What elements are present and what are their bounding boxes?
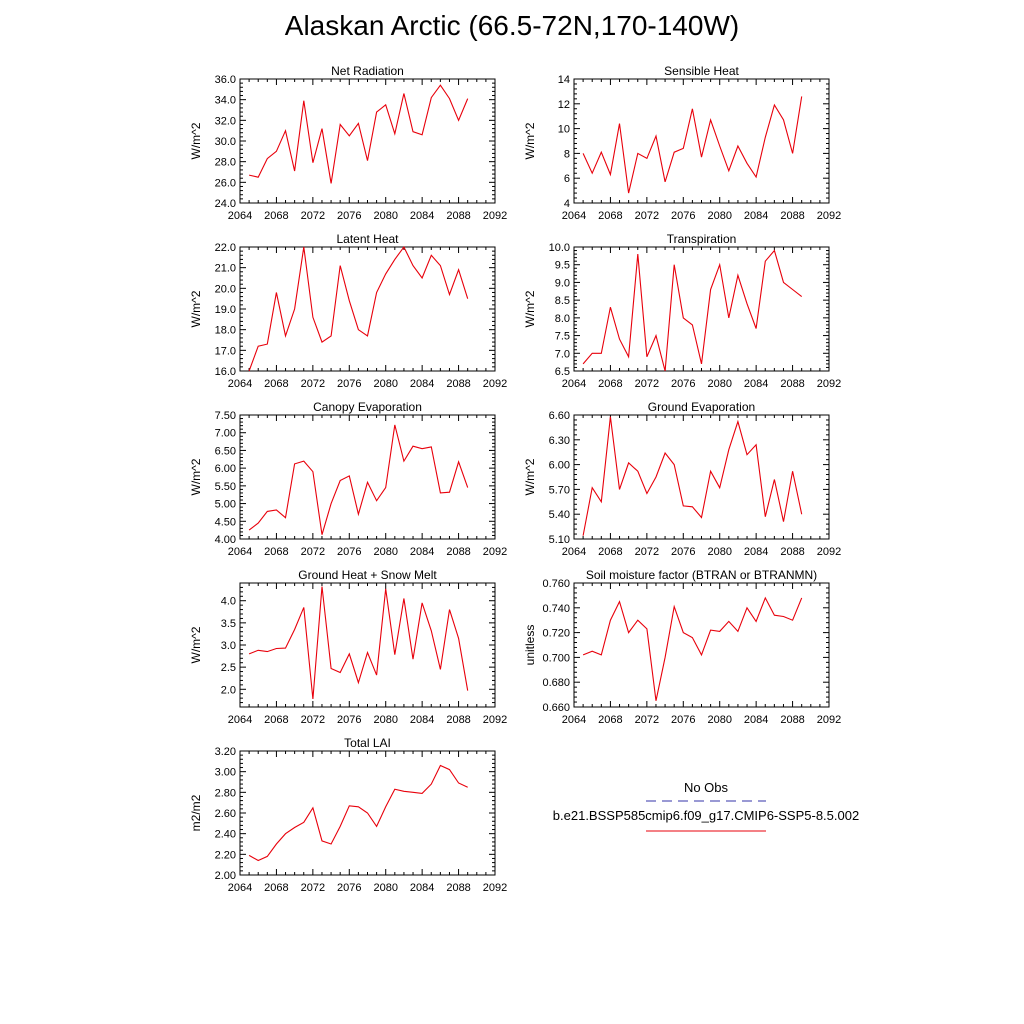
x-tick-label: 2076 bbox=[337, 210, 362, 222]
y-tick-label: 7.5 bbox=[554, 330, 570, 343]
chart-panel-9 bbox=[189, 736, 507, 894]
series-line bbox=[583, 417, 802, 536]
y-tick-label: 16.0 bbox=[214, 366, 236, 378]
x-tick-label: 2068 bbox=[598, 714, 623, 726]
y-tick-label: 3.5 bbox=[220, 617, 236, 630]
y-axis-label: unitless bbox=[523, 624, 537, 666]
x-tick-label: 2064 bbox=[227, 714, 253, 726]
x-tick-label: 2076 bbox=[671, 378, 696, 390]
y-tick-label: 0.680 bbox=[542, 677, 570, 690]
plot-frame bbox=[574, 247, 829, 371]
y-tick-label: 28.0 bbox=[214, 156, 236, 169]
y-tick-label: 0.720 bbox=[542, 627, 570, 640]
x-tick-label: 2068 bbox=[598, 378, 623, 390]
y-tick-label: 10 bbox=[557, 123, 570, 136]
x-tick-label: 2088 bbox=[446, 546, 471, 558]
y-tick-label: 5.50 bbox=[214, 480, 236, 493]
x-tick-label: 2072 bbox=[634, 714, 660, 726]
x-tick-label: 2084 bbox=[409, 210, 435, 222]
y-axis-label: W/m^2 bbox=[189, 122, 203, 160]
x-tick-label: 2084 bbox=[409, 714, 435, 726]
y-axis-label: W/m^2 bbox=[523, 458, 537, 496]
y-tick-label: 0.740 bbox=[542, 602, 570, 615]
chart-panel-2 bbox=[523, 64, 841, 222]
y-tick-label: 4.0 bbox=[220, 595, 236, 608]
y-axis-label: W/m^2 bbox=[189, 626, 203, 664]
x-tick-label: 2080 bbox=[707, 714, 732, 726]
y-tick-label: 2.0 bbox=[220, 684, 236, 697]
legend-label-model: b.e21.BSSP585cmip6.f09_g17.CMIP6-SSP5-8.5.002 bbox=[552, 808, 860, 823]
chart-panel-6 bbox=[523, 400, 841, 558]
x-tick-label: 2072 bbox=[634, 210, 660, 222]
x-tick-label: 2072 bbox=[300, 882, 326, 894]
y-tick-label: 2.5 bbox=[220, 662, 236, 675]
x-tick-label: 2092 bbox=[816, 714, 842, 726]
series-line bbox=[249, 766, 468, 861]
y-tick-label: 20.0 bbox=[214, 283, 236, 296]
x-tick-label: 2084 bbox=[409, 378, 435, 390]
y-tick-label: 9.5 bbox=[554, 259, 570, 272]
chart-panel-7 bbox=[189, 568, 507, 726]
y-tick-label: 6.50 bbox=[214, 445, 236, 458]
chart-panel-4 bbox=[523, 232, 841, 390]
x-tick-label: 2092 bbox=[816, 378, 842, 390]
panel-title: Net Radiation bbox=[331, 64, 404, 78]
x-tick-label: 2064 bbox=[561, 210, 587, 222]
x-tick-label: 2068 bbox=[264, 210, 289, 222]
y-tick-label: 5.00 bbox=[214, 498, 236, 511]
x-tick-label: 2068 bbox=[264, 882, 289, 894]
y-tick-label: 2.80 bbox=[214, 787, 236, 800]
y-tick-label: 6.5 bbox=[554, 366, 570, 378]
x-tick-label: 2084 bbox=[743, 210, 769, 222]
x-tick-label: 2072 bbox=[300, 378, 326, 390]
plot-frame bbox=[240, 79, 495, 203]
series-line bbox=[249, 425, 468, 535]
y-tick-label: 36.0 bbox=[214, 74, 236, 86]
y-tick-label: 6.60 bbox=[548, 410, 570, 422]
plot-frame bbox=[240, 415, 495, 539]
x-tick-label: 2084 bbox=[743, 546, 769, 558]
x-tick-label: 2064 bbox=[227, 546, 253, 558]
x-tick-label: 2076 bbox=[671, 210, 696, 222]
x-tick-label: 2088 bbox=[446, 210, 471, 222]
x-tick-label: 2088 bbox=[780, 714, 805, 726]
y-tick-label: 22.0 bbox=[214, 242, 236, 254]
y-tick-label: 7.50 bbox=[214, 410, 236, 422]
x-tick-label: 2088 bbox=[446, 882, 471, 894]
y-tick-label: 9.0 bbox=[554, 277, 570, 290]
x-tick-label: 2080 bbox=[373, 210, 398, 222]
y-tick-label: 12 bbox=[557, 98, 570, 111]
x-tick-label: 2068 bbox=[598, 210, 623, 222]
y-tick-label: 3.00 bbox=[214, 766, 236, 779]
series-line bbox=[249, 85, 468, 183]
y-tick-label: 19.0 bbox=[214, 304, 236, 316]
series-line bbox=[249, 587, 468, 700]
y-tick-label: 18.0 bbox=[214, 324, 236, 337]
y-tick-label: 26.0 bbox=[214, 177, 236, 190]
y-tick-label: 3.20 bbox=[214, 746, 236, 758]
x-tick-label: 2080 bbox=[373, 546, 398, 558]
panel-title: Ground Evaporation bbox=[647, 400, 756, 414]
y-tick-label: 2.40 bbox=[214, 828, 236, 841]
y-tick-label: 4.00 bbox=[214, 534, 236, 546]
x-tick-label: 2088 bbox=[446, 714, 471, 726]
x-tick-label: 2076 bbox=[337, 378, 362, 390]
x-tick-label: 2072 bbox=[634, 546, 660, 558]
y-axis-label: W/m^2 bbox=[523, 290, 537, 328]
x-tick-label: 2080 bbox=[373, 714, 398, 726]
x-tick-label: 2072 bbox=[634, 378, 660, 390]
y-tick-label: 2.60 bbox=[214, 808, 236, 820]
y-tick-label: 7.00 bbox=[214, 427, 236, 440]
x-tick-label: 2092 bbox=[816, 546, 842, 558]
y-tick-label: 5.10 bbox=[548, 534, 570, 546]
legend-label-obs: No Obs bbox=[683, 780, 729, 795]
x-tick-label: 2092 bbox=[482, 882, 508, 894]
y-tick-label: 2.00 bbox=[214, 870, 236, 882]
panel-title: Sensible Heat bbox=[664, 64, 739, 78]
x-tick-label: 2084 bbox=[409, 882, 435, 894]
y-tick-label: 6.00 bbox=[548, 459, 570, 472]
y-tick-label: 14 bbox=[557, 74, 570, 86]
plot-frame bbox=[240, 583, 495, 707]
y-tick-label: 6.30 bbox=[548, 434, 570, 447]
y-tick-label: 21.0 bbox=[214, 262, 236, 275]
chart-panel-3 bbox=[189, 232, 507, 390]
x-tick-label: 2072 bbox=[300, 714, 326, 726]
x-tick-label: 2088 bbox=[780, 210, 805, 222]
x-tick-label: 2092 bbox=[482, 378, 508, 390]
x-tick-label: 2088 bbox=[446, 378, 471, 390]
y-tick-label: 8 bbox=[563, 148, 570, 161]
panel-title: Ground Heat + Snow Melt bbox=[298, 568, 437, 582]
x-tick-label: 2076 bbox=[671, 714, 696, 726]
y-tick-label: 7.0 bbox=[554, 348, 570, 361]
y-tick-label: 6.00 bbox=[214, 463, 236, 476]
y-tick-label: 30.0 bbox=[214, 136, 236, 148]
x-tick-label: 2076 bbox=[671, 546, 696, 558]
y-axis-label: W/m^2 bbox=[523, 122, 537, 160]
series-line bbox=[583, 251, 802, 372]
series-line bbox=[249, 247, 468, 371]
panel-title: Latent Heat bbox=[336, 232, 399, 246]
x-tick-label: 2084 bbox=[743, 714, 769, 726]
x-tick-label: 2076 bbox=[337, 714, 362, 726]
series-line bbox=[583, 96, 802, 193]
x-tick-label: 2080 bbox=[373, 378, 398, 390]
panel-title: Total LAI bbox=[344, 736, 391, 750]
x-tick-label: 2088 bbox=[780, 546, 805, 558]
y-axis-label: W/m^2 bbox=[189, 458, 203, 496]
x-tick-label: 2068 bbox=[264, 378, 289, 390]
plot-frame bbox=[240, 247, 495, 371]
x-tick-label: 2092 bbox=[816, 210, 842, 222]
y-tick-label: 0.660 bbox=[542, 702, 570, 714]
x-tick-label: 2084 bbox=[409, 546, 435, 558]
x-tick-label: 2064 bbox=[227, 210, 253, 222]
y-tick-label: 2.20 bbox=[214, 849, 236, 862]
x-tick-label: 2072 bbox=[300, 546, 326, 558]
y-tick-label: 24.0 bbox=[214, 198, 236, 210]
y-tick-label: 5.40 bbox=[548, 509, 570, 522]
x-tick-label: 2080 bbox=[707, 210, 732, 222]
x-tick-label: 2076 bbox=[337, 882, 362, 894]
legend bbox=[553, 780, 859, 831]
chart-panel-5 bbox=[189, 400, 507, 558]
panel-title: Canopy Evaporation bbox=[313, 400, 422, 414]
x-tick-label: 2064 bbox=[227, 882, 253, 894]
x-tick-label: 2068 bbox=[264, 714, 289, 726]
y-tick-label: 5.70 bbox=[548, 484, 570, 497]
y-tick-label: 10.0 bbox=[548, 242, 570, 254]
x-tick-label: 2064 bbox=[561, 714, 587, 726]
chart-panel-1 bbox=[189, 64, 507, 222]
y-tick-label: 3.0 bbox=[220, 640, 236, 652]
x-tick-label: 2072 bbox=[300, 210, 326, 222]
y-tick-label: 32.0 bbox=[214, 115, 236, 128]
x-tick-label: 2064 bbox=[227, 378, 253, 390]
x-tick-label: 2076 bbox=[337, 546, 362, 558]
x-tick-label: 2068 bbox=[264, 546, 289, 558]
panel-title: Transpiration bbox=[666, 232, 737, 246]
x-tick-label: 2064 bbox=[561, 546, 587, 558]
y-tick-label: 4.50 bbox=[214, 516, 236, 529]
y-tick-label: 8.5 bbox=[554, 295, 570, 308]
panel-title: Soil moisture factor (BTRAN or BTRANMN) bbox=[585, 568, 818, 582]
y-axis-label: W/m^2 bbox=[189, 290, 203, 328]
x-tick-label: 2084 bbox=[743, 378, 769, 390]
y-tick-label: 17.0 bbox=[214, 345, 236, 358]
x-tick-label: 2064 bbox=[561, 378, 587, 390]
x-tick-label: 2080 bbox=[707, 378, 732, 390]
series-line bbox=[583, 598, 802, 701]
x-tick-label: 2092 bbox=[482, 546, 508, 558]
y-tick-label: 8.0 bbox=[554, 312, 570, 325]
page-title: Alaskan Arctic (66.5-72N,170-140W) bbox=[284, 10, 740, 41]
x-tick-label: 2068 bbox=[598, 546, 623, 558]
y-tick-label: 34.0 bbox=[214, 94, 236, 107]
x-tick-label: 2080 bbox=[373, 882, 398, 894]
y-tick-label: 0.700 bbox=[542, 652, 570, 665]
y-tick-label: 0.760 bbox=[542, 578, 570, 590]
y-tick-label: 4 bbox=[563, 198, 570, 210]
plot-frame bbox=[574, 583, 829, 707]
y-tick-label: 6 bbox=[563, 173, 570, 186]
y-axis-label: m2/m2 bbox=[189, 794, 203, 832]
x-tick-label: 2080 bbox=[707, 546, 732, 558]
x-tick-label: 2088 bbox=[780, 378, 805, 390]
x-tick-label: 2092 bbox=[482, 714, 508, 726]
plot-frame bbox=[574, 79, 829, 203]
chart-panel-8 bbox=[523, 568, 841, 726]
x-tick-label: 2092 bbox=[482, 210, 508, 222]
